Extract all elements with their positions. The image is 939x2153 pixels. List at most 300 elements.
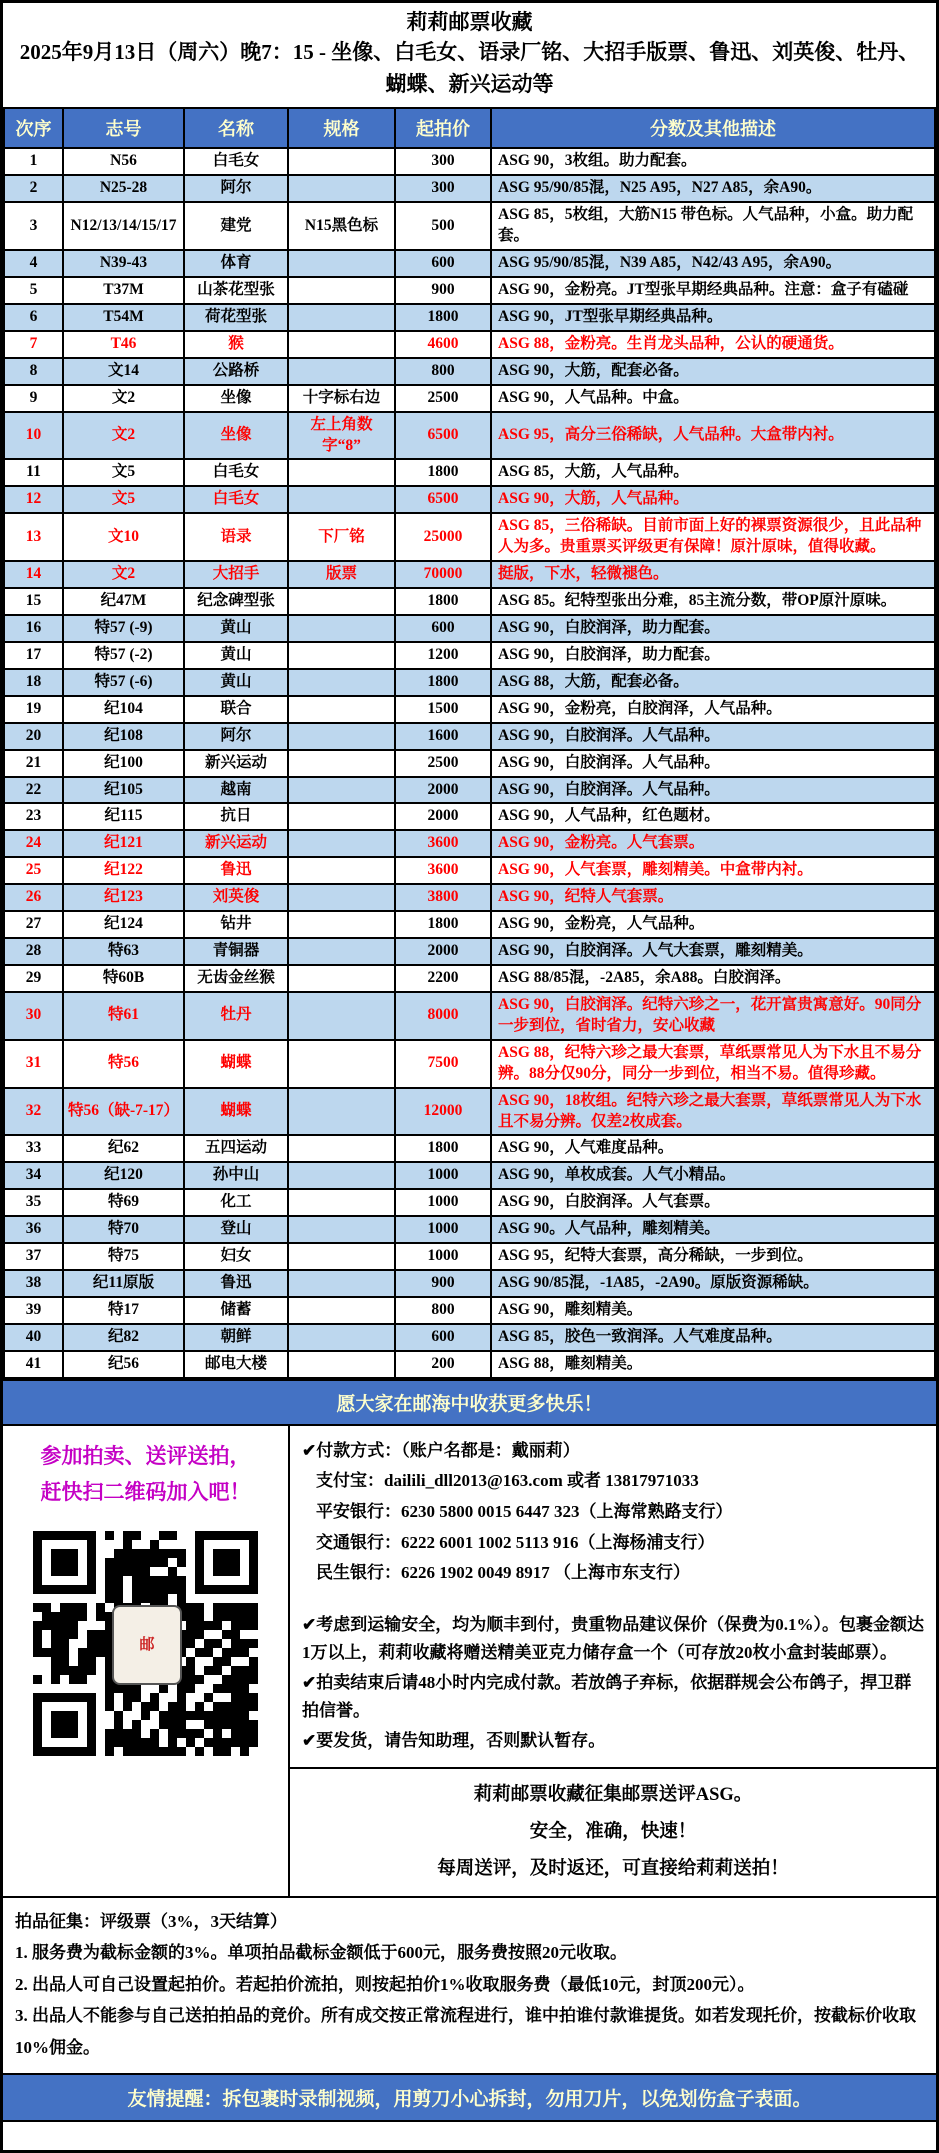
cell-name: 越南	[184, 777, 288, 804]
cell-cat: 特69	[63, 1189, 184, 1216]
cell-cat: 特70	[63, 1216, 184, 1243]
cell-cat: 特57 (-9)	[63, 615, 184, 642]
cell-cat: T37M	[63, 277, 184, 304]
cell-desc: ASG 90，白胶润泽。人气品种。	[491, 723, 935, 750]
cell-spec	[288, 331, 395, 358]
cell-spec	[288, 884, 395, 911]
col-header-desc: 分数及其他描述	[491, 108, 935, 148]
payment-column	[290, 1426, 936, 1896]
cell-no: 8	[4, 358, 63, 385]
text-line: 每周送评，及时返还，可直接给莉莉送拍！	[437, 1858, 789, 1879]
cell-no: 18	[4, 669, 63, 696]
cell-price: 2500	[395, 750, 491, 777]
cell-desc: ASG 90，人气品种。中盒。	[491, 385, 935, 412]
cell-no: 36	[4, 1216, 63, 1243]
col-header-price: 起拍价	[395, 108, 491, 148]
join-cell	[3, 1426, 290, 1896]
cell-name: 黄山	[184, 615, 288, 642]
table-row	[4, 1216, 935, 1243]
cell-cat: 纪100	[63, 750, 184, 777]
cell-spec	[288, 250, 395, 277]
cell-price: 800	[395, 358, 491, 385]
cell-price: 1200	[395, 642, 491, 669]
cell-spec	[288, 486, 395, 513]
cell-no: 10	[4, 412, 63, 460]
cell-cat: N56	[63, 148, 184, 175]
cell-no: 38	[4, 1270, 63, 1297]
cell-cat: T54M	[63, 304, 184, 331]
cell-spec	[288, 911, 395, 938]
cell-price: 12000	[395, 1088, 491, 1136]
table-row	[4, 202, 935, 250]
cell-spec	[288, 723, 395, 750]
table-row	[4, 1135, 935, 1162]
cell-spec	[288, 857, 395, 884]
cell-desc: ASG 90，白胶润泽。人气大套票，雕刻精美。	[491, 938, 935, 965]
cell-no: 20	[4, 723, 63, 750]
table-row	[4, 965, 935, 992]
cell-price: 1500	[395, 696, 491, 723]
title-block	[3, 3, 936, 107]
table-row	[4, 1040, 935, 1088]
cell-price: 25000	[395, 513, 491, 561]
table-row	[4, 777, 935, 804]
cell-no: 2	[4, 175, 63, 202]
table-row	[4, 803, 935, 830]
cell-name: 建党	[184, 202, 288, 250]
cell-name: 鲁迅	[184, 1270, 288, 1297]
cell-no: 24	[4, 830, 63, 857]
cell-cat: 纪123	[63, 884, 184, 911]
cell-desc: ASG 90，单枚成套。人气小精品。	[491, 1162, 935, 1189]
cell-no: 31	[4, 1040, 63, 1088]
cell-no: 21	[4, 750, 63, 777]
table-row	[4, 938, 935, 965]
cell-cat: 纪47M	[63, 588, 184, 615]
table-row	[4, 486, 935, 513]
cell-name: 朝鲜	[184, 1324, 288, 1351]
cell-no: 16	[4, 615, 63, 642]
cell-desc: ASG 90，3枚组。助力配套。	[491, 148, 935, 175]
cell-no: 27	[4, 911, 63, 938]
table-row	[4, 1297, 935, 1324]
cell-cat: 特57 (-6)	[63, 669, 184, 696]
cell-desc: ASG 90，白胶润泽。人气品种。	[491, 750, 935, 777]
cell-desc: ASG 88，金粉亮。生肖龙头品种，公认的硬通货。	[491, 331, 935, 358]
cell-name: 刘英俊	[184, 884, 288, 911]
cell-spec	[288, 830, 395, 857]
text-line: ✔付款方式：（账户名都是：戴丽莉）	[302, 1440, 580, 1460]
text-line: ✔拍卖结束后请48小时内完成付款。若放鸽子弃标，依据群规会公布鸽子，捍卫群拍信誉。	[302, 1672, 912, 1720]
middle-block	[3, 1426, 936, 1898]
cell-no: 30	[4, 992, 63, 1040]
qr-code	[33, 1531, 258, 1756]
text-line: 拍品征集：评级票（3%，3天结算）	[15, 1911, 287, 1931]
cell-price: 2000	[395, 938, 491, 965]
cell-price: 3600	[395, 857, 491, 884]
text-line: 交通银行：6222 6001 1002 5113 916（上海杨浦支行）	[316, 1532, 715, 1552]
cell-price: 1000	[395, 1243, 491, 1270]
cell-name: 无齿金丝猴	[184, 965, 288, 992]
cell-no: 25	[4, 857, 63, 884]
cell-no: 5	[4, 277, 63, 304]
cell-no: 3	[4, 202, 63, 250]
table-row	[4, 1162, 935, 1189]
cell-desc: ASG 88，纪特六珍之最大套票，草纸票常见人为下水且不易分辨。88分仅90分，同分一步到位，相当不易。值得珍藏。	[491, 1040, 935, 1088]
cell-name: 鲁迅	[184, 857, 288, 884]
text-line: 平安银行：6230 5800 0015 6447 323（上海常熟路支行）	[316, 1501, 733, 1521]
cell-desc: ASG 90，雕刻精美。	[491, 1297, 935, 1324]
cell-name: 黄山	[184, 642, 288, 669]
cell-cat: 特56	[63, 1040, 184, 1088]
cell-cat: 纪104	[63, 696, 184, 723]
cell-desc: ASG 90，人气品种，红色题材。	[491, 803, 935, 830]
cell-spec	[288, 938, 395, 965]
cell-name: 新兴运动	[184, 830, 288, 857]
cell-cat: 特60B	[63, 965, 184, 992]
cell-spec: 十字标右边	[288, 385, 395, 412]
cell-name: 邮电大楼	[184, 1351, 288, 1378]
cell-price: 300	[395, 148, 491, 175]
asg-cell	[290, 1769, 936, 1896]
join-text: 参加拍卖、送评送拍， 赶快扫二维码加入吧！	[40, 1443, 251, 1505]
cell-no: 26	[4, 884, 63, 911]
cell-name: 孙中山	[184, 1162, 288, 1189]
cell-cat: 特63	[63, 938, 184, 965]
cell-cat: 纪11原版	[63, 1270, 184, 1297]
cell-price: 1800	[395, 1135, 491, 1162]
cell-price: 6500	[395, 486, 491, 513]
cell-cat: 文2	[63, 561, 184, 588]
cell-desc: ASG 88，雕刻精美。	[491, 1351, 935, 1378]
cell-name: 五四运动	[184, 1135, 288, 1162]
cell-cat: 文14	[63, 358, 184, 385]
table-row	[4, 642, 935, 669]
cell-no: 4	[4, 250, 63, 277]
cell-no: 28	[4, 938, 63, 965]
cell-cat: 纪122	[63, 857, 184, 884]
cell-spec	[288, 696, 395, 723]
cell-no: 19	[4, 696, 63, 723]
cell-desc: ASG 88/85混，-2A85，余A88。白胶润泽。	[491, 965, 935, 992]
cell-spec	[288, 777, 395, 804]
cell-desc: ASG 90，大筋，人气品种。	[491, 486, 935, 513]
cell-desc: ASG 95/90/85混，N39 A85，N42/43 A95，余A90。	[491, 250, 935, 277]
table-row	[4, 304, 935, 331]
cell-desc: ASG 90，18枚组。纪特六珍之最大套票，草纸票常见人为下水且不易分辨。仅差2枚成套。	[491, 1088, 935, 1136]
cell-name: 阿尔	[184, 175, 288, 202]
table-row	[4, 1189, 935, 1216]
cell-cat: 纪105	[63, 777, 184, 804]
cell-no: 35	[4, 1189, 63, 1216]
table-row	[4, 1088, 935, 1136]
cell-name: 蝴蝶	[184, 1088, 288, 1136]
cell-spec	[288, 992, 395, 1040]
cell-cat: 文2	[63, 385, 184, 412]
cell-no: 13	[4, 513, 63, 561]
cell-price: 600	[395, 1324, 491, 1351]
cell-cat: 文2	[63, 412, 184, 460]
cell-no: 22	[4, 777, 63, 804]
cell-name: 妇女	[184, 1243, 288, 1270]
cell-price: 2200	[395, 965, 491, 992]
cell-name: 青铜器	[184, 938, 288, 965]
text-line: 莉莉邮票收藏征集邮票送评ASG。	[473, 1784, 753, 1805]
rules-block	[3, 1898, 936, 2073]
table-row	[4, 588, 935, 615]
cell-cat: N39-43	[63, 250, 184, 277]
cell-price: 300	[395, 175, 491, 202]
cell-name: 联合	[184, 696, 288, 723]
cell-spec	[288, 642, 395, 669]
table-row	[4, 1324, 935, 1351]
cell-spec	[288, 175, 395, 202]
table-row	[4, 884, 935, 911]
cell-price: 2500	[395, 385, 491, 412]
cell-price: 500	[395, 202, 491, 250]
cell-cat: 特61	[63, 992, 184, 1040]
cell-price: 1000	[395, 1216, 491, 1243]
table-row	[4, 148, 935, 175]
cell-price: 2000	[395, 803, 491, 830]
col-header-cat: 志号	[63, 108, 184, 148]
text-line: 安全，准确，快速！	[529, 1821, 697, 1842]
cell-price: 1800	[395, 459, 491, 486]
cell-spec	[288, 277, 395, 304]
cell-name: 纪念碑型张	[184, 588, 288, 615]
cell-price: 1000	[395, 1189, 491, 1216]
cell-cat: 文10	[63, 513, 184, 561]
table-row	[4, 911, 935, 938]
cell-cat: N25-28	[63, 175, 184, 202]
payment-lines	[302, 1436, 928, 1589]
cell-name: 登山	[184, 1216, 288, 1243]
cell-name: 山茶花型张	[184, 277, 288, 304]
reminder-banner: 友情提醒：拆包裹时录制视频，用剪刀小心拆封，勿用刀片，以免划伤盒子表面。	[3, 2073, 936, 2122]
cell-spec: 左上角数字“8”	[288, 412, 395, 460]
cell-spec	[288, 1216, 395, 1243]
text-line: 3. 出品人不能参与自己送拍拍品的竞价。所有成交按正常流程进行，谁中拍谁付款谁提货。如若发现托价，按截标价收取10%佣金。	[15, 2006, 916, 2057]
cell-desc: ASG 90，白胶润泽，助力配套。	[491, 615, 935, 642]
cell-name: 牡丹	[184, 992, 288, 1040]
col-header-spec: 规格	[288, 108, 395, 148]
text-line: ✔考虑到运输安全，均为顺丰到付，贵重物品建议保价（保费为0.1%）。包裹金额达1万以上，莉莉收藏将赠送精美亚克力储存盒一个（可存放20枚小盒封装邮票）。	[302, 1614, 924, 1662]
cell-cat: 纪124	[63, 911, 184, 938]
cell-spec	[288, 1040, 395, 1088]
cell-price: 1800	[395, 304, 491, 331]
cell-spec: 版票	[288, 561, 395, 588]
cell-spec	[288, 1135, 395, 1162]
cell-name: 钻井	[184, 911, 288, 938]
table-row	[4, 385, 935, 412]
cell-no: 14	[4, 561, 63, 588]
cell-no: 32	[4, 1088, 63, 1136]
cell-name: 荷花型张	[184, 304, 288, 331]
cell-no: 6	[4, 304, 63, 331]
table-row	[4, 331, 935, 358]
table-row	[4, 857, 935, 884]
table-row	[4, 412, 935, 460]
cell-name: 体育	[184, 250, 288, 277]
cell-spec	[288, 669, 395, 696]
cell-price: 3600	[395, 830, 491, 857]
cell-cat: T46	[63, 331, 184, 358]
cell-name: 抗日	[184, 803, 288, 830]
cell-no: 1	[4, 148, 63, 175]
cell-desc: ASG 90，纪特人气套票。	[491, 884, 935, 911]
cell-price: 7500	[395, 1040, 491, 1088]
cell-no: 34	[4, 1162, 63, 1189]
cell-cat: 纪120	[63, 1162, 184, 1189]
cell-desc: ASG 90，大筋，配套必备。	[491, 358, 935, 385]
cell-desc: ASG 85。纪特型张出分难，85主流分数，带OP原汁原味。	[491, 588, 935, 615]
table-row	[4, 723, 935, 750]
cell-price: 600	[395, 250, 491, 277]
cell-desc: 挺版，下水，轻微褪色。	[491, 561, 935, 588]
cell-price: 3800	[395, 884, 491, 911]
cell-no: 9	[4, 385, 63, 412]
cell-name: 化工	[184, 1189, 288, 1216]
text-line: 1. 服务费为截标金额的3%。单项拍品截标金额低于600元，服务费按照20元收取。	[15, 1943, 627, 1963]
cell-name: 黄山	[184, 669, 288, 696]
col-header-no: 次序	[4, 108, 63, 148]
cell-name: 储蓄	[184, 1297, 288, 1324]
cell-price: 600	[395, 615, 491, 642]
cell-no: 40	[4, 1324, 63, 1351]
cell-desc: ASG 85，大筋，人气品种。	[491, 459, 935, 486]
table-header-row	[4, 108, 935, 148]
cell-name: 公路桥	[184, 358, 288, 385]
table-row	[4, 696, 935, 723]
cell-name: 大招手	[184, 561, 288, 588]
cell-no: 12	[4, 486, 63, 513]
cell-price: 6500	[395, 412, 491, 460]
cell-name: 蝴蝶	[184, 1040, 288, 1088]
cell-desc: ASG 90，白胶润泽，助力配套。	[491, 642, 935, 669]
table-row	[4, 175, 935, 202]
table-row	[4, 250, 935, 277]
table-row	[4, 513, 935, 561]
table-row	[4, 561, 935, 588]
cell-spec	[288, 1088, 395, 1136]
cell-desc: ASG 90，人气难度品种。	[491, 1135, 935, 1162]
cell-price: 70000	[395, 561, 491, 588]
cell-cat: 纪115	[63, 803, 184, 830]
cell-price: 1800	[395, 911, 491, 938]
cell-desc: ASG 90，金粉亮，人气品种。	[491, 911, 935, 938]
cell-desc: ASG 85，5枚组，大筋N15 带色标。人气品种，小盒。助力配套。	[491, 202, 935, 250]
cell-no: 37	[4, 1243, 63, 1270]
cell-desc: ASG 90，白胶润泽。纪特六珍之一，花开富贵寓意好。90同分一步到位，省时省力，安心收藏	[491, 992, 935, 1040]
cell-spec	[288, 459, 395, 486]
cell-price: 1000	[395, 1162, 491, 1189]
cell-price: 900	[395, 277, 491, 304]
cell-desc: ASG 95/90/85混，N25 A95，N27 A85，余A90。	[491, 175, 935, 202]
table-row	[4, 358, 935, 385]
cell-spec	[288, 1243, 395, 1270]
cell-spec	[288, 358, 395, 385]
qr-emblem: 邮	[112, 1605, 182, 1685]
table-row	[4, 1243, 935, 1270]
cell-name: 坐像	[184, 385, 288, 412]
cell-cat: N12/13/14/15/17	[63, 202, 184, 250]
cell-cat: 纪82	[63, 1324, 184, 1351]
cell-desc: ASG 88，大筋，配套必备。	[491, 669, 935, 696]
cell-spec	[288, 304, 395, 331]
cell-name: 语录	[184, 513, 288, 561]
cell-desc: ASG 85，胶色一致润泽。人气难度品种。	[491, 1324, 935, 1351]
cell-desc: ASG 90，白胶润泽。人气套票。	[491, 1189, 935, 1216]
cell-cat: 纪56	[63, 1351, 184, 1378]
cell-no: 23	[4, 803, 63, 830]
cell-spec	[288, 1270, 395, 1297]
table-row	[4, 830, 935, 857]
cell-spec	[288, 1162, 395, 1189]
col-header-name: 名称	[184, 108, 288, 148]
cell-desc: ASG 85，三俗稀缺。目前市面上好的裸票资源很少，且此品种人为多。贵重票买评级更有保障！原汁原味，值得收藏。	[491, 513, 935, 561]
cell-spec	[288, 1351, 395, 1378]
cell-desc: ASG 90，金粉亮。JT型张早期经典品种。注意：盒子有磕碰	[491, 277, 935, 304]
page-title: 莉莉邮票收藏	[406, 10, 533, 34]
cell-price: 1600	[395, 723, 491, 750]
text-line: 支付宝：dailili_dll2013@163.com 或者 13817971033	[316, 1471, 699, 1491]
cell-desc: ASG 90，白胶润泽。人气品种。	[491, 777, 935, 804]
cell-no: 41	[4, 1351, 63, 1378]
table-row	[4, 1270, 935, 1297]
lots-table	[3, 107, 936, 1378]
cell-price: 8000	[395, 992, 491, 1040]
cell-cat: 文5	[63, 486, 184, 513]
cell-cat: 纪121	[63, 830, 184, 857]
text-line: ✔要发货，请告知助理，否则默认暂存。	[302, 1730, 606, 1750]
page-subtitle: 2025年9月13日（周六）晚7：15 - 坐像、白毛女、语录厂铭、大招手版票、鲁迅、刘英俊、牡丹、蝴蝶、新兴运动等	[19, 40, 920, 96]
table-row	[4, 459, 935, 486]
table-row	[4, 615, 935, 642]
cell-spec	[288, 965, 395, 992]
cell-spec	[288, 588, 395, 615]
cell-price: 4600	[395, 331, 491, 358]
cell-cat: 纪62	[63, 1135, 184, 1162]
cell-cat: 特57 (-2)	[63, 642, 184, 669]
cell-name: 坐像	[184, 412, 288, 460]
cell-spec	[288, 1297, 395, 1324]
cell-desc: ASG 95，高分三俗稀缺，人气品种。大盒带内衬。	[491, 412, 935, 460]
cell-name: 白毛女	[184, 486, 288, 513]
cell-desc: ASG 90，人气套票，雕刻精美。中盒带内衬。	[491, 857, 935, 884]
cell-no: 7	[4, 331, 63, 358]
table-row	[4, 750, 935, 777]
cell-desc: ASG 90。人气品种，雕刻精美。	[491, 1216, 935, 1243]
cell-desc: ASG 95，纪特大套票，高分稀缺，一步到位。	[491, 1243, 935, 1270]
cell-name: 白毛女	[184, 148, 288, 175]
cell-spec: 下厂铭	[288, 513, 395, 561]
cell-no: 11	[4, 459, 63, 486]
cell-desc: ASG 90，金粉亮。人气套票。	[491, 830, 935, 857]
cell-no: 17	[4, 642, 63, 669]
cell-desc: ASG 90，金粉亮，白胶润泽，人气品种。	[491, 696, 935, 723]
cell-spec	[288, 1324, 395, 1351]
cell-name: 白毛女	[184, 459, 288, 486]
cell-name: 猴	[184, 331, 288, 358]
cell-spec	[288, 1189, 395, 1216]
cell-no: 33	[4, 1135, 63, 1162]
cell-spec: N15黑色标	[288, 202, 395, 250]
table-row	[4, 1351, 935, 1378]
cell-cat: 特56（缺-7-17）	[63, 1088, 184, 1136]
cell-spec	[288, 148, 395, 175]
payment-cell	[290, 1426, 936, 1769]
cell-price: 2000	[395, 777, 491, 804]
